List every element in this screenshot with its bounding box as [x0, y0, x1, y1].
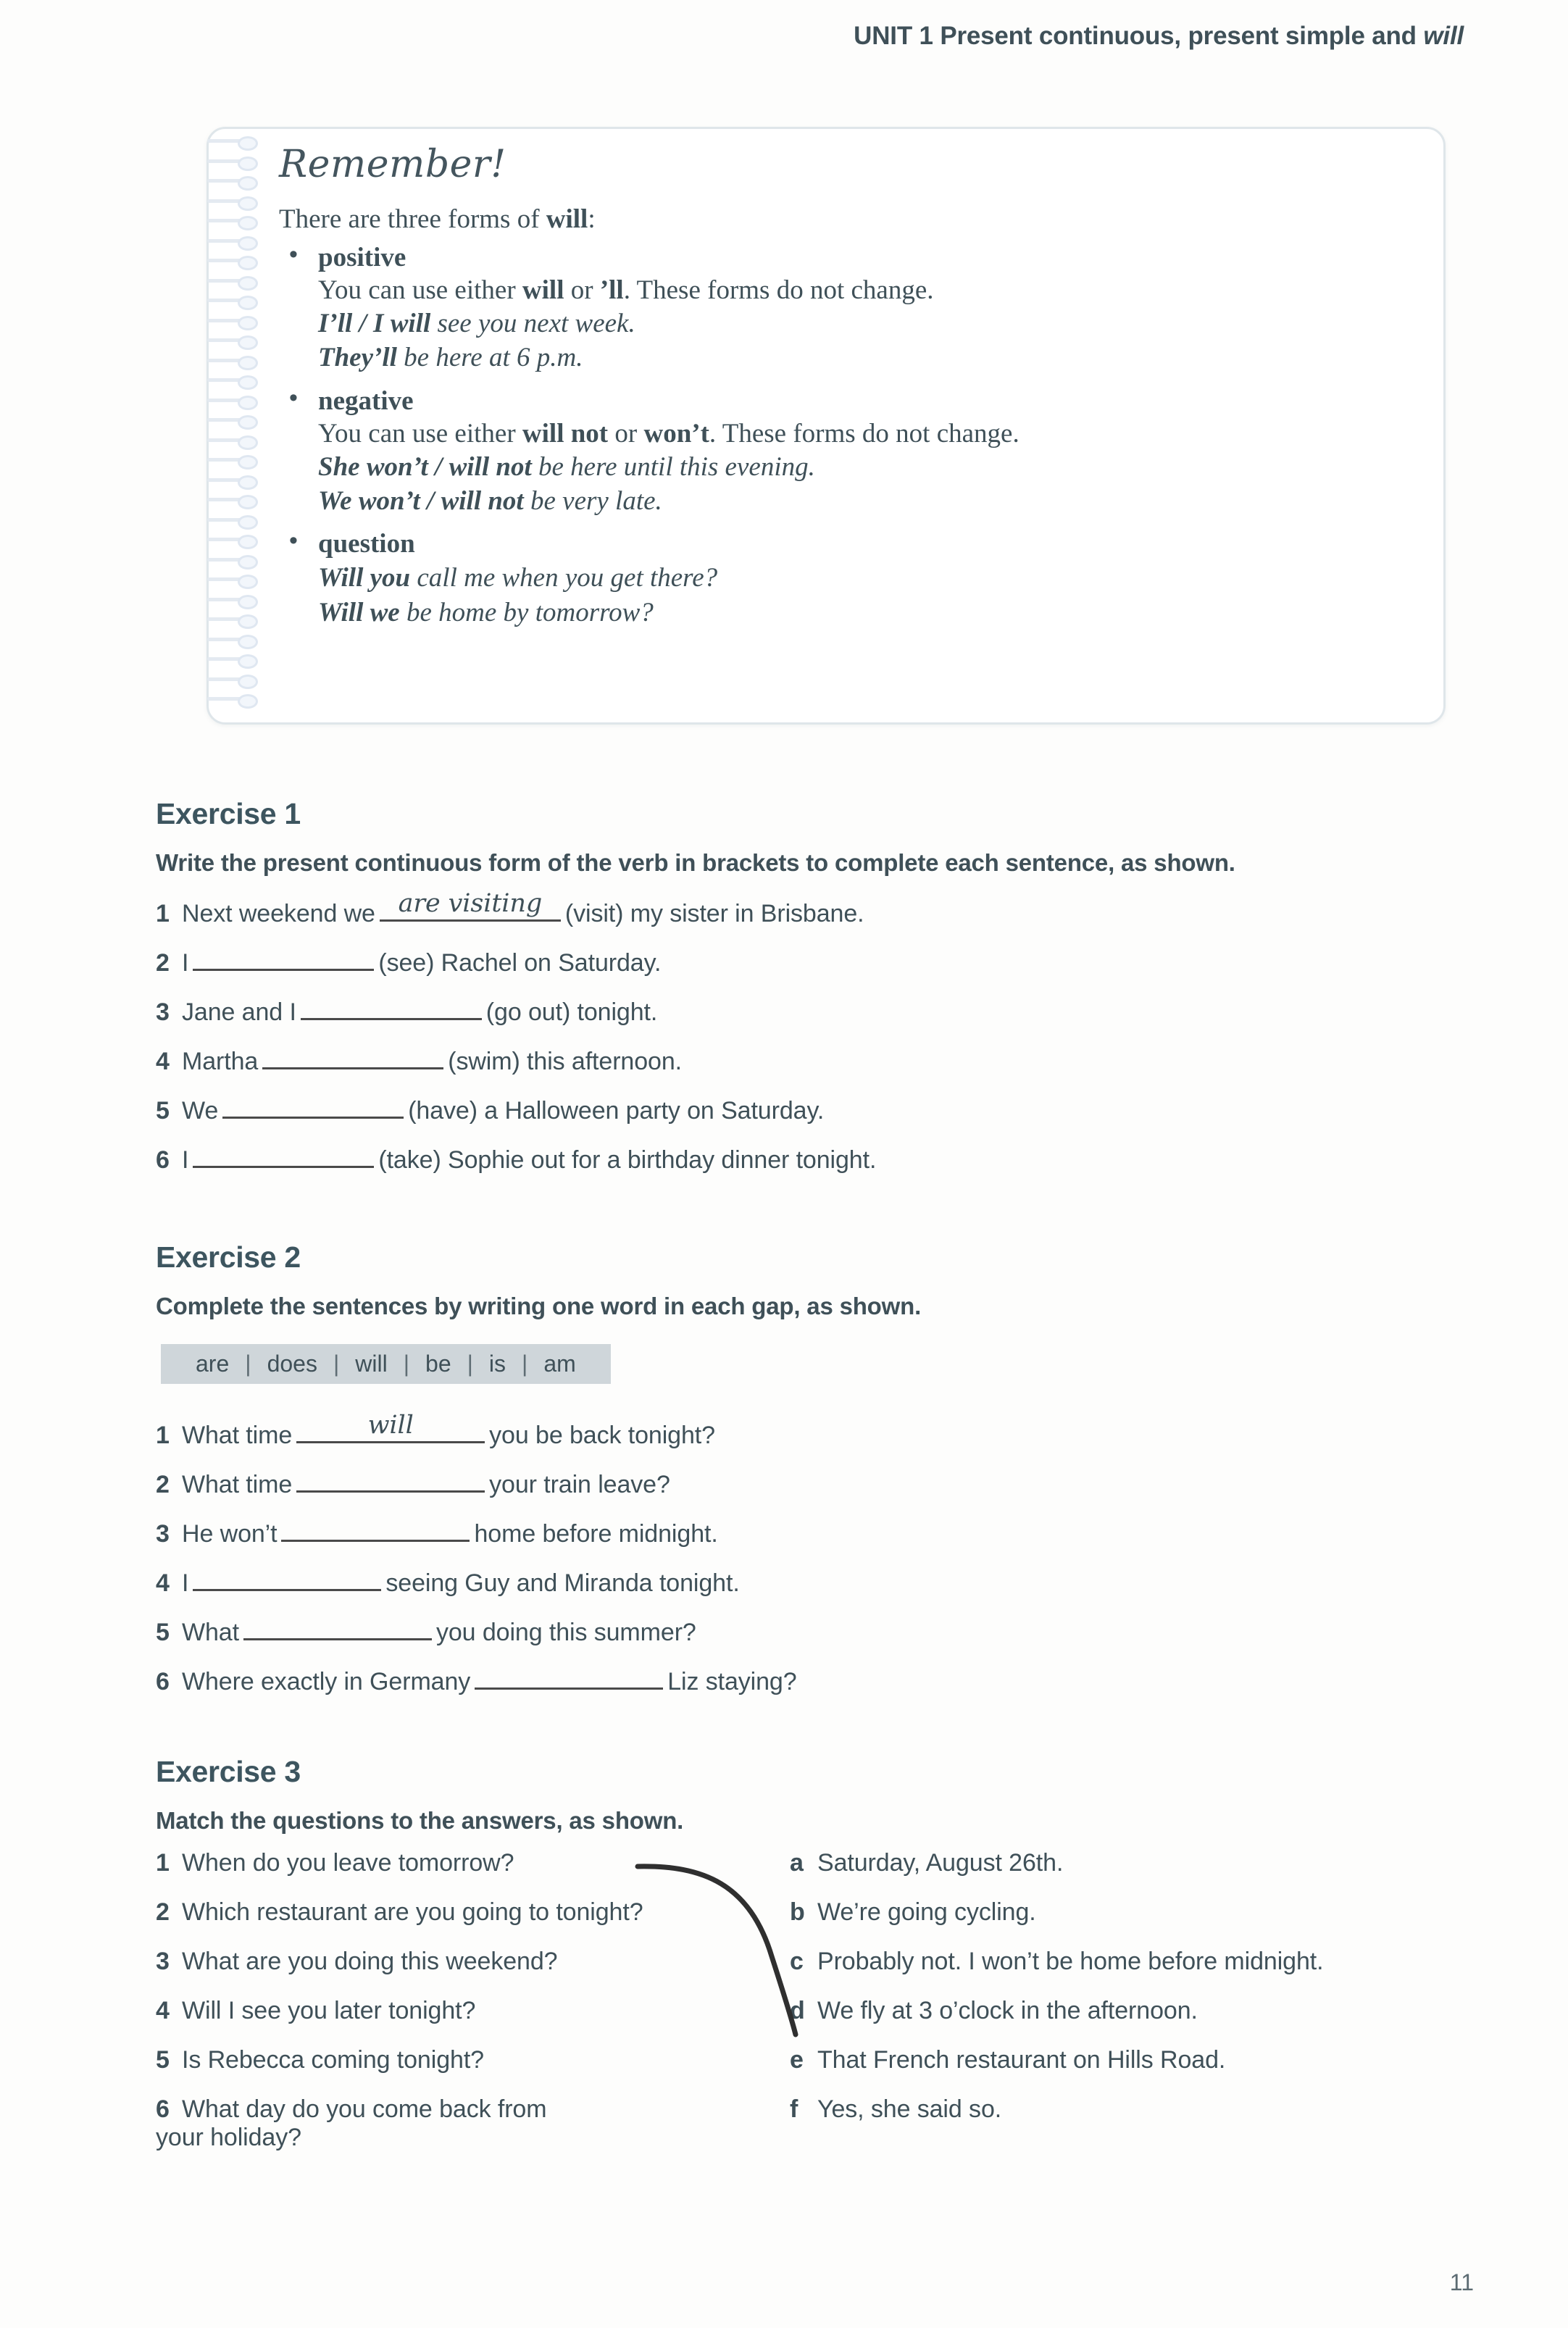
- word-bank-separator: |: [333, 1351, 340, 1377]
- exercise-item: [156, 1092, 824, 1125]
- answer-letter: b: [790, 1898, 805, 1926]
- item-number: 2: [156, 949, 170, 977]
- answer-blank[interactable]: [296, 1411, 485, 1443]
- match-question[interactable]: [156, 1849, 514, 1877]
- exercise-item: [156, 1564, 740, 1598]
- item-number: 4: [156, 1569, 170, 1597]
- will-form-example: [318, 596, 1417, 630]
- item-text-after: (go out) tonight.: [485, 998, 658, 1026]
- unit-header-text: UNIT 1 Present continuous, present simple and: [854, 22, 1424, 50]
- remember-lead: [279, 204, 1417, 235]
- will-form-item: [279, 385, 1417, 519]
- item-number: 3: [156, 1948, 170, 1975]
- word-bank-word[interactable]: am: [543, 1351, 576, 1377]
- exercise-item: [156, 1411, 715, 1450]
- word-bank-word[interactable]: is: [488, 1351, 506, 1377]
- item-text-before: He won’t: [182, 1520, 278, 1548]
- will-form-example-bold: Will we: [318, 597, 400, 627]
- word-bank-separator: |: [467, 1351, 473, 1377]
- will-form-example: [318, 341, 1417, 375]
- will-form-rule-part: won’t: [643, 418, 709, 449]
- word-bank-separator: |: [403, 1351, 410, 1377]
- remember-lead-bold: will: [546, 204, 588, 234]
- will-form-example-rest: call me when you get there?: [410, 563, 718, 593]
- match-question[interactable]: [156, 1898, 643, 1927]
- exercise-2-heading: Exercise 2: [156, 1240, 301, 1274]
- match-answer[interactable]: [790, 1849, 1063, 1877]
- match-answer-text: That French restaurant on Hills Road.: [817, 2046, 1226, 2074]
- unit-header: [854, 22, 1464, 51]
- match-answer-text: We’re going cycling.: [817, 1898, 1036, 1926]
- answer-blank[interactable]: [281, 1515, 470, 1542]
- page-number: 11: [1449, 2269, 1474, 2295]
- word-bank: [161, 1344, 611, 1384]
- will-form-rule-part: ’ll: [599, 275, 624, 305]
- answer-blank[interactable]: [193, 944, 374, 971]
- item-number: 5: [156, 1097, 170, 1125]
- answer-letter: a: [790, 1849, 804, 1877]
- will-form-rule-part: will: [522, 275, 564, 305]
- will-form-rule-part: . These forms do not change.: [623, 275, 934, 305]
- will-form-example: [318, 561, 1417, 595]
- item-text-after: you doing this summer?: [435, 1619, 696, 1646]
- item-text-after: (take) Sophie out for a birthday dinner tonight.: [378, 1146, 877, 1174]
- remember-content-wrap: [207, 127, 1446, 725]
- exercise-1-instruction: Write the present continuous form of the verb in brackets to complete each sentence, as shown.: [156, 849, 1235, 876]
- answer-letter: e: [790, 2046, 804, 2074]
- exercise-item: [156, 1663, 797, 1696]
- match-question-text: Is Rebecca coming tonight?: [182, 2046, 484, 2074]
- match-answer-text: Saturday, August 26th.: [817, 1849, 1064, 1877]
- exercise-1-heading: Exercise 1: [156, 797, 301, 830]
- will-form-rule: [318, 275, 1417, 306]
- will-form-rule-part: . These forms do not change.: [709, 418, 1019, 449]
- match-answer[interactable]: [790, 1898, 1036, 1927]
- match-question-text: What day do you come back from your holiday?: [156, 2095, 547, 2151]
- will-forms-list: [279, 242, 1417, 630]
- exercise-item: [156, 889, 864, 928]
- item-number: 1: [156, 1849, 170, 1877]
- answer-letter: c: [790, 1948, 804, 1975]
- will-form-example: [318, 306, 1417, 341]
- item-number: 4: [156, 1048, 170, 1075]
- will-form-example: [318, 484, 1417, 518]
- will-form-rule-part: will not: [522, 418, 609, 449]
- item-text-after: home before midnight.: [474, 1520, 718, 1548]
- item-text-before: We: [182, 1097, 219, 1125]
- item-text-before: I: [182, 1569, 189, 1597]
- item-number: 3: [156, 998, 170, 1026]
- will-form-example-rest: be very late.: [523, 486, 662, 517]
- item-number: 6: [156, 1668, 170, 1695]
- exercise-item: [156, 1515, 718, 1548]
- will-form-item: [279, 242, 1417, 375]
- item-text-after: Liz staying?: [667, 1668, 797, 1695]
- exercise-item: [156, 1141, 876, 1175]
- item-number: 2: [156, 1898, 170, 1926]
- handwritten-answer: will: [367, 1411, 414, 1440]
- will-form-example: [318, 450, 1417, 484]
- will-form-rule-part: or: [608, 418, 644, 449]
- match-answer[interactable]: [790, 1948, 1323, 1976]
- item-text-before: I: [182, 949, 189, 977]
- match-answer-text: We fly at 3 o’clock in the afternoon.: [817, 1997, 1198, 2024]
- item-number: 6: [156, 1146, 170, 1174]
- match-question[interactable]: [156, 1948, 557, 1976]
- answer-blank[interactable]: [301, 993, 482, 1020]
- remember-lead-before: There are three forms of: [279, 204, 546, 234]
- match-answer[interactable]: [790, 1997, 1198, 2025]
- will-form-rule-part: You can use either: [318, 275, 522, 305]
- item-number: 4: [156, 1997, 170, 2024]
- word-bank-word[interactable]: will: [355, 1351, 388, 1377]
- answer-blank[interactable]: [193, 1564, 381, 1591]
- item-text-after: your train leave?: [489, 1471, 670, 1498]
- item-text-before: Martha: [182, 1048, 259, 1075]
- will-form-example-bold: Will you: [318, 563, 411, 593]
- item-text-after: (have) a Halloween party on Saturday.: [408, 1097, 825, 1125]
- exercise-item: [156, 1614, 696, 1647]
- remember-content: [279, 143, 1417, 640]
- match-question-text: Will I see you later tonight?: [182, 1997, 476, 2024]
- will-form-rule-part: You can use either: [318, 418, 522, 449]
- item-text-before: Jane and I: [182, 998, 296, 1026]
- item-text-before: I: [182, 1146, 189, 1174]
- exercise-item: [156, 993, 657, 1027]
- will-form-example-rest: be here at 6 p.m.: [396, 343, 583, 373]
- will-form-name: • positive: [318, 243, 406, 272]
- word-bank-word[interactable]: are: [196, 1351, 230, 1377]
- word-bank-word[interactable]: does: [267, 1351, 317, 1377]
- item-text-after: seeing Guy and Miranda tonight.: [385, 1569, 740, 1597]
- item-number: 2: [156, 1471, 170, 1498]
- match-question[interactable]: [156, 1997, 475, 2025]
- item-number: 3: [156, 1520, 170, 1548]
- item-text-before: Next weekend we: [182, 900, 375, 927]
- answer-blank[interactable]: [475, 1663, 663, 1690]
- answer-letter: d: [790, 1997, 805, 2024]
- will-form-example-rest: be home by tomorrow?: [399, 597, 654, 627]
- will-form-rule-part: or: [564, 275, 600, 305]
- word-bank-separator: |: [522, 1351, 528, 1377]
- exercise-item: [156, 1043, 682, 1076]
- item-text-before: What: [182, 1619, 239, 1646]
- handwritten-answer: are visiting: [398, 889, 543, 918]
- answer-blank[interactable]: [222, 1092, 404, 1119]
- will-form-example-rest: be here until this evening.: [531, 451, 815, 482]
- item-number: 1: [156, 900, 170, 927]
- remember-title: Remember!: [279, 143, 506, 186]
- item-text-before: What time: [182, 1422, 293, 1449]
- answer-letter: f: [790, 2095, 798, 2123]
- word-bank-word[interactable]: be: [425, 1351, 451, 1377]
- match-answer-text: Probably not. I won’t be home before midnight.: [817, 1948, 1324, 1975]
- exercise-3-heading: Exercise 3: [156, 1755, 301, 1788]
- answer-blank[interactable]: [296, 1466, 485, 1493]
- item-text-after: (visit) my sister in Brisbane.: [564, 900, 864, 927]
- unit-header-italic: will: [1423, 22, 1464, 50]
- item-text-before: What time: [182, 1471, 293, 1498]
- match-question-text: What are you doing this weekend?: [182, 1948, 558, 1975]
- will-form-rule: [318, 418, 1417, 449]
- item-text-before: Where exactly in Germany: [182, 1668, 471, 1695]
- will-form-name: • negative: [318, 385, 414, 416]
- match-question-text: When do you leave tomorrow?: [182, 1849, 514, 1877]
- will-form-example-bold: She won’t / will not: [318, 451, 532, 482]
- answer-blank[interactable]: [193, 1141, 374, 1168]
- match-answer-text: Yes, she said so.: [817, 2095, 1002, 2123]
- will-form-item: [279, 528, 1417, 630]
- exercise-3-instruction: Match the questions to the answers, as shown.: [156, 1807, 684, 1834]
- answer-blank[interactable]: [380, 889, 561, 922]
- will-form-name: • question: [318, 529, 415, 559]
- match-question-text: Which restaurant are you going to tonight?: [182, 1898, 643, 1926]
- item-text-after: (swim) this afternoon.: [448, 1048, 683, 1075]
- will-form-example-bold: We won’t / will not: [318, 486, 524, 517]
- item-number: 5: [156, 1619, 170, 1646]
- exercise-2-instruction: Complete the sentences by writing one word in each gap, as shown.: [156, 1293, 922, 1319]
- match-answer[interactable]: [790, 2046, 1225, 2074]
- item-number: 1: [156, 1422, 170, 1449]
- exercise-item: [156, 944, 661, 977]
- will-form-example-bold: I’ll / I will: [318, 309, 431, 338]
- will-form-example-bold: They’ll: [318, 343, 397, 373]
- match-answer[interactable]: [790, 2095, 1001, 2124]
- match-question[interactable]: [156, 2095, 562, 2152]
- will-form-example-rest: see you next week.: [430, 309, 635, 338]
- match-question[interactable]: [156, 2046, 484, 2074]
- answer-blank[interactable]: [243, 1614, 432, 1640]
- word-bank-separator: |: [245, 1351, 251, 1377]
- remember-lead-after: :: [588, 204, 596, 234]
- item-number: 5: [156, 2046, 170, 2074]
- item-text-after: (see) Rachel on Saturday.: [378, 949, 662, 977]
- answer-blank[interactable]: [262, 1043, 443, 1069]
- item-number: 6: [156, 2095, 170, 2123]
- exercise-item: [156, 1466, 670, 1499]
- item-text-after: you be back tonight?: [489, 1422, 715, 1449]
